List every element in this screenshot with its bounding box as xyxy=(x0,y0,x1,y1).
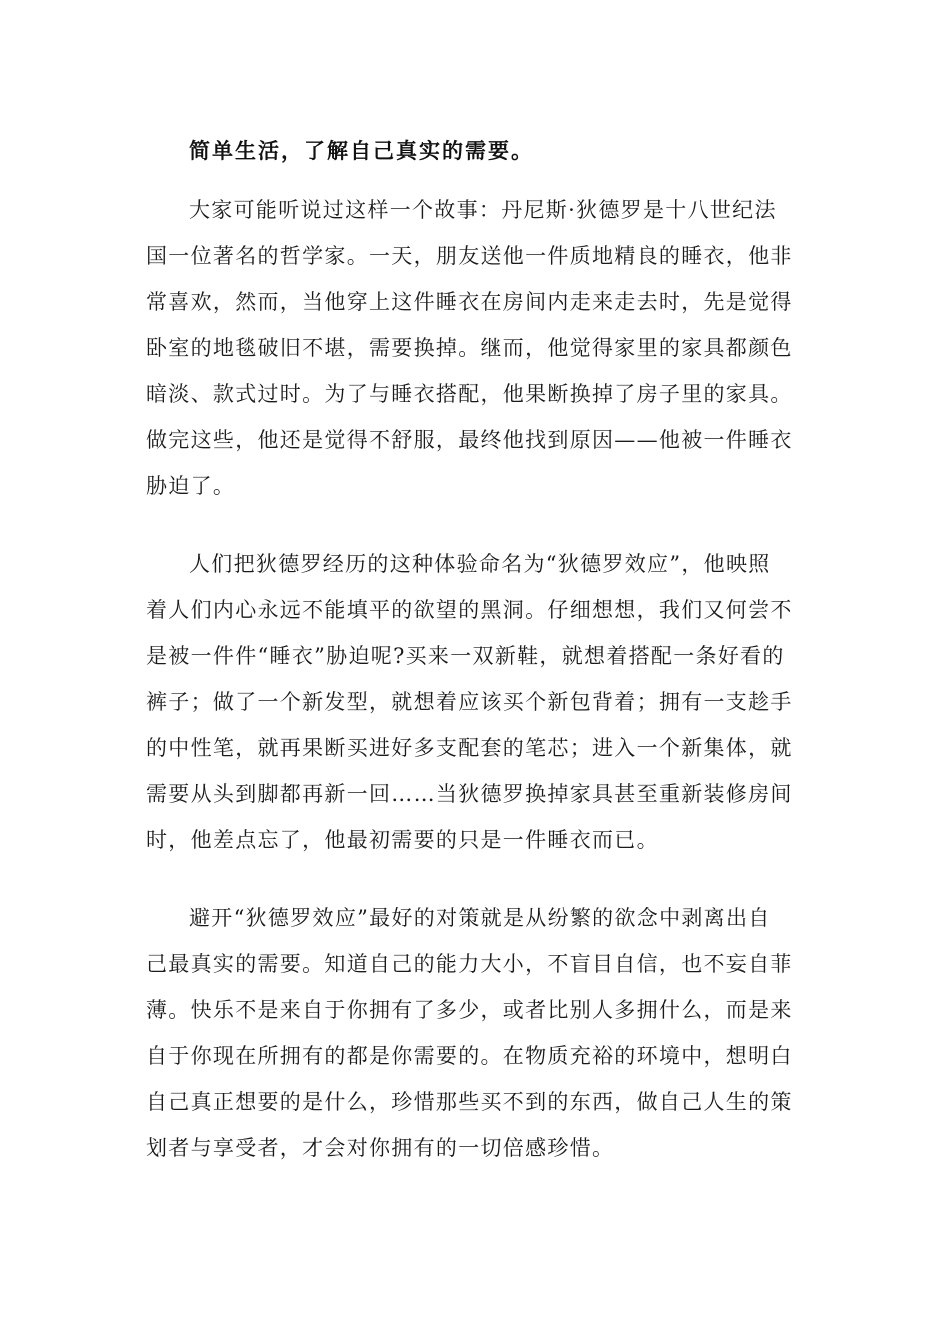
paragraph-diderot-story xyxy=(146,187,806,509)
paragraph-diderot-effect xyxy=(146,541,806,863)
text-line: 的中性笔，就再果断买进好多支配套的笔芯；进入一个新集体，就 xyxy=(146,736,793,760)
text-line: 着人们内心永远不能填平的欲望的黑洞。仔细想想，我们又何尝不 xyxy=(146,598,793,622)
paragraph-avoid-effect xyxy=(146,895,806,1171)
text-line: 大家可能听说过这样一个故事：丹尼斯·狄德罗是十八世纪法 xyxy=(189,198,777,222)
text-line: 自己真正想要的是什么，珍惜那些买不到的东西，做自己人生的策 xyxy=(146,1090,793,1114)
text-line: 划者与享受者，才会对你拥有的一切倍感珍惜。 xyxy=(146,1136,615,1160)
text-line: 是被一件件“睡衣”胁迫呢?买来一双新鞋，就想着搭配一条好看的 xyxy=(146,644,785,668)
text-line: 自于你现在所拥有的都是你需要的。在物质充裕的环境中，想明白 xyxy=(146,1044,793,1068)
text-line: 人们把狄德罗经历的这种体验命名为“狄德罗效应”，他映照 xyxy=(189,552,771,576)
text-line: 胁迫了。 xyxy=(146,474,236,498)
paragraph xyxy=(146,895,806,1171)
text-line: 需要从头到脚都再新一回……当狄德罗换掉家具甚至重新装修房间 xyxy=(146,782,793,806)
page-title: 简单生活，了解自己真实的需要。 xyxy=(189,139,534,163)
text-line: 避开“狄德罗效应”最好的对策就是从纷繁的欲念中剥离出自 xyxy=(189,906,771,930)
text-line: 时，他差点忘了，他最初需要的只是一件睡衣而已。 xyxy=(146,828,659,852)
text-line: 国一位著名的哲学家。一天，朋友送他一件质地精良的睡衣，他非 xyxy=(146,244,793,268)
text-line: 薄。快乐不是来自于你拥有了多少，或者比别人多拥什么，而是来 xyxy=(146,998,793,1022)
text-line: 裤子；做了一个新发型，就想着应该买个新包背着；拥有一支趁手 xyxy=(146,690,793,714)
paragraph xyxy=(146,187,806,509)
paragraph xyxy=(146,541,806,863)
text-line: 暗淡、款式过时。为了与睡衣搭配，他果断换掉了房子里的家具。 xyxy=(146,382,793,406)
text-line: 做完这些，他还是觉得不舒服，最终他找到原因——他被一件睡衣 xyxy=(146,428,793,452)
text-line: 己最真实的需要。知道自己的能力大小，不盲目自信，也不妄自菲 xyxy=(146,952,793,976)
text-line: 常喜欢，然而，当他穿上这件睡衣在房间内走来走去时，先是觉得 xyxy=(146,290,793,314)
text-line: 卧室的地毯破旧不堪，需要换掉。继而，他觉得家里的家具都颜色 xyxy=(146,336,793,360)
